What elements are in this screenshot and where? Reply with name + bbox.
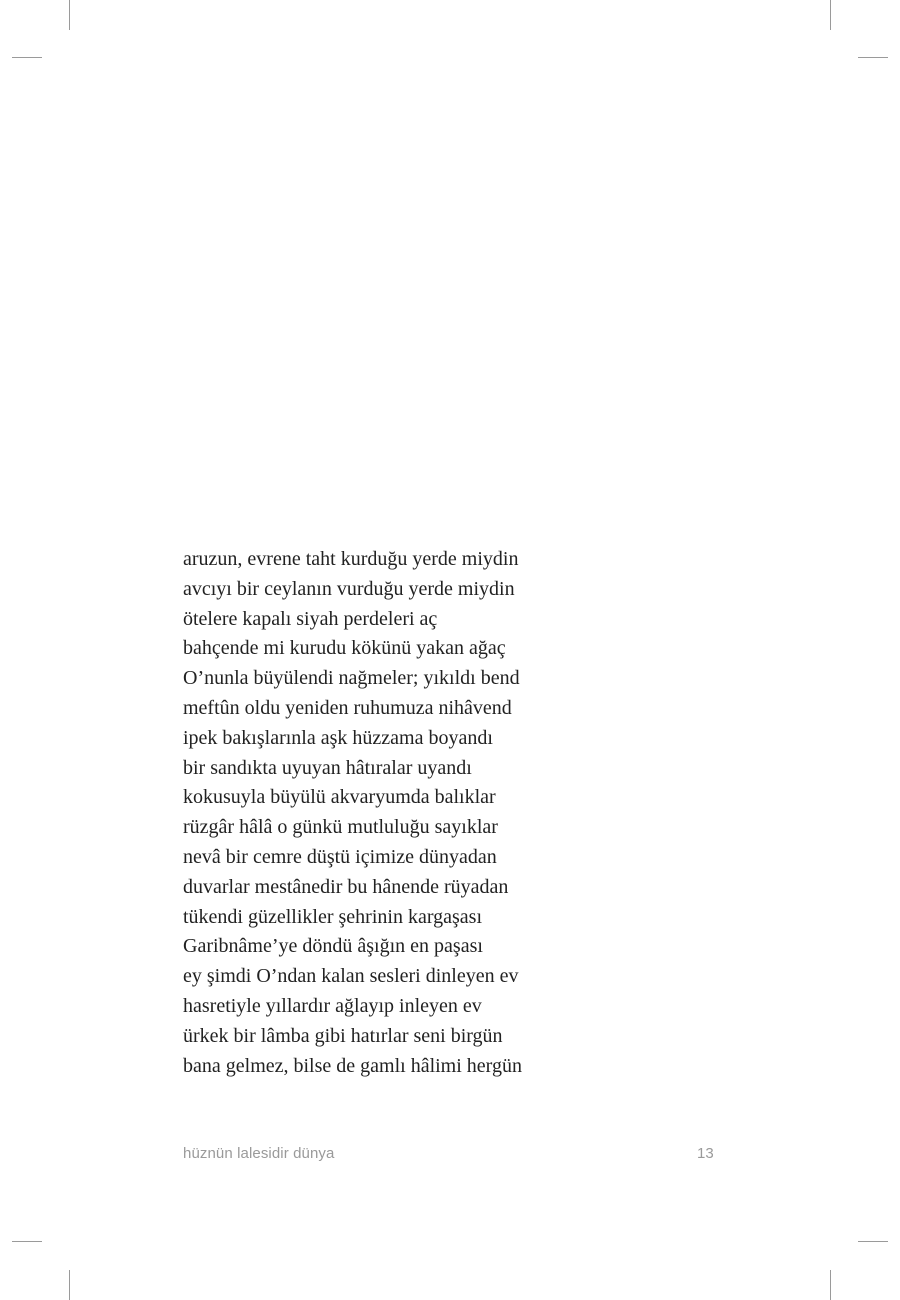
crop-mark-top-left-horizontal (12, 57, 42, 58)
crop-mark-top-left-vertical (69, 0, 70, 30)
poem-line: nevâ bir cemre düştü içimize dünyadan (183, 845, 497, 868)
footer-book-title: hüznün lalesidir dünya (183, 1145, 335, 1162)
poem-line: tükendi güzellikler şehrinin kargaşası (183, 905, 482, 928)
poem-line: rüzgâr hâlâ o günkü mutluluğu sayıklar (183, 816, 498, 839)
poem-line: ipek bakışlarınla aşk hüzzama boyandı (183, 726, 493, 749)
poem-line: O’nunla büyülendi nağmeler; yıkıldı bend (183, 667, 520, 690)
poem-line: avcıyı bir ceylanın vurduğu yerde miydin (183, 577, 515, 600)
crop-mark-bottom-right-horizontal (858, 1241, 888, 1242)
crop-mark-bottom-left-vertical (69, 1270, 70, 1300)
poem-line: duvarlar mestânedir bu hânende rüyadan (183, 875, 509, 898)
poem-line: bir sandıkta uyuyan hâtıralar uyandı (183, 756, 472, 779)
crop-mark-top-right-horizontal (858, 57, 888, 58)
poem-line: bana gelmez, bilse de gamlı hâlimi hergün (183, 1054, 522, 1077)
poem-line: ey şimdi O’ndan kalan sesleri dinleyen ev (183, 965, 519, 988)
poem-line: hasretiyle yıllardır ağlayıp inleyen ev (183, 994, 482, 1017)
crop-mark-bottom-left-horizontal (12, 1241, 42, 1242)
page-number: 13 (697, 1145, 714, 1162)
poem-stanza (183, 545, 743, 1081)
poem-line: aruzun, evrene taht kurduğu yerde miydin (183, 548, 519, 570)
poem-line: Garibnâme’ye döndü âşığın en paşası (183, 935, 483, 958)
poem-line: ötelere kapalı siyah perdeleri aç (183, 607, 438, 630)
poem-line: ürkek bir lâmba gibi hatırlar seni birgün (183, 1024, 503, 1047)
poem-line: bahçende mi kurudu kökünü yakan ağaç (183, 637, 506, 660)
crop-mark-bottom-right-vertical (830, 1270, 831, 1300)
poem-line: meftûn oldu yeniden ruhumuza nihâvend (183, 696, 512, 719)
poem-line: kokusuyla büyülü akvaryumda balıklar (183, 786, 496, 809)
crop-mark-top-right-vertical (830, 0, 831, 30)
